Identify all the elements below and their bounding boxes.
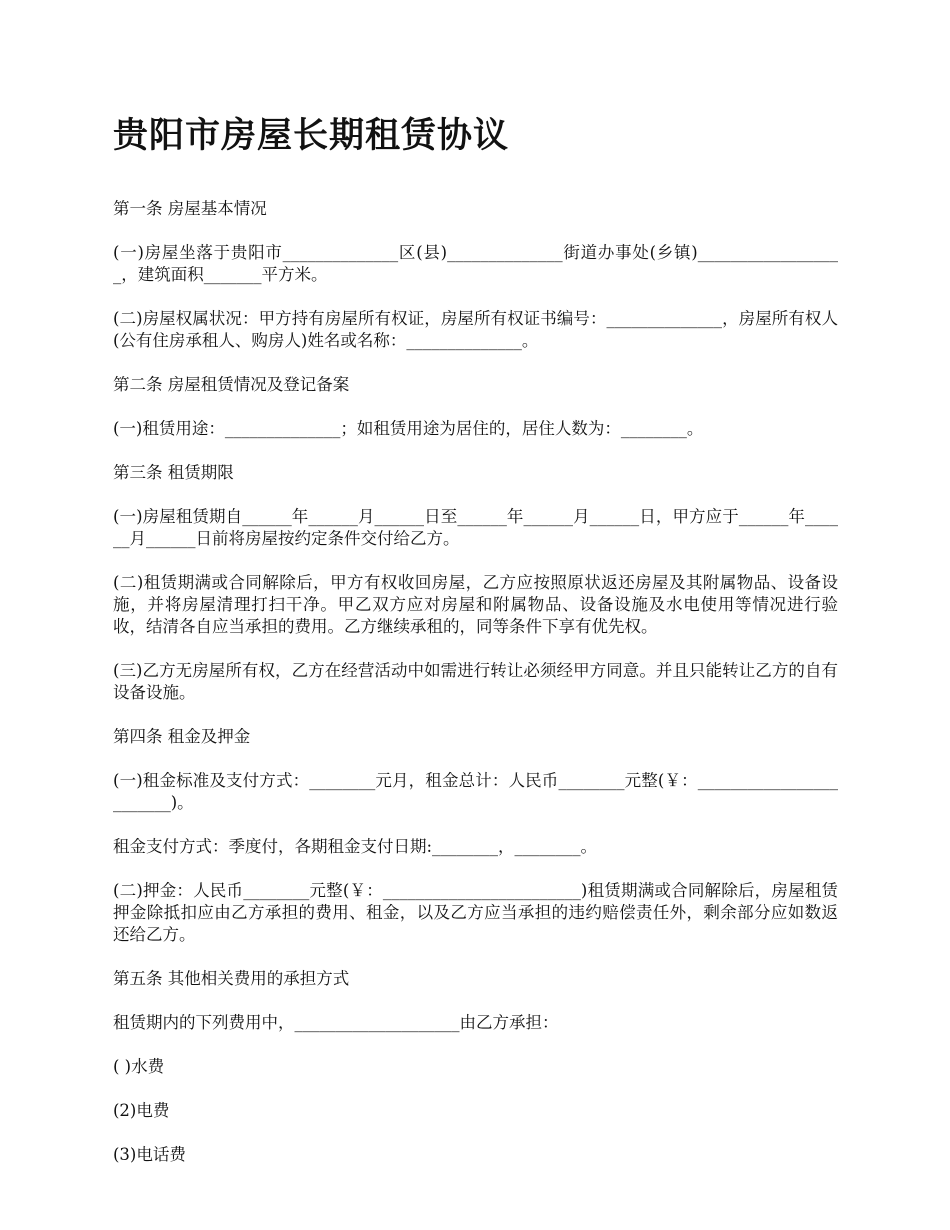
article-4-clause-2: (二)押金：人民币________元整(￥：________________________)租赁期满或合同解除后，房屋租赁押金除抵扣应由乙方承担的费用、租金，以及乙方应当承担的违约赔偿责任外，剩余部分应如数返还给乙方。: [113, 881, 838, 944]
article-3-clause-3: (三)乙方无房屋所有权，乙方在经营活动中如需进行转让必须经甲方同意。并且只能转让乙方的自有设备设施。: [113, 661, 838, 702]
article-2-heading: 第二条 房屋租赁情况及登记备案: [113, 375, 350, 394]
article-4-payment-method: 租金支付方式：季度付，各期租金支付日期:________，________。: [113, 837, 598, 856]
article-2-clause-1: (一)租赁用途：______________；如租赁用途为居住的，居住人数为：________。: [113, 419, 704, 438]
document-title: 贵阳市房屋长期租赁协议: [113, 115, 510, 156]
article-1-clause-2: (二)房屋权属状况：甲方持有房屋所有权证，房屋所有权证书编号：______________，房屋所有权人(公有住房承租人、购房人)姓名或名称：______________。: [113, 309, 838, 350]
fee-item-telephone: (3)电话费: [113, 1145, 186, 1164]
article-3-heading: 第三条 租赁期限: [113, 463, 234, 482]
article-4-clause-1: (一)租金标准及支付方式：________元月，租金总计：人民币________元整(￥：________________________)。: [113, 771, 838, 812]
article-1-heading: 第一条 房屋基本情况: [113, 199, 267, 218]
article-3-clause-1: (一)房屋租赁期自______年______月______日至______年______月______日，甲方应于______年______月______日前将房屋按约定条件交付给乙方。: [113, 507, 838, 548]
article-3-clause-2: (二)租赁期满或合同解除后，甲方有权收回房屋，乙方应按照原状返还房屋及其附属物品、设备设施，并将房屋清理打扫干净。甲乙双方应对房屋和附属物品、设备设施及水电使用等情况进行验收，结清各自应当承担的费用。乙方继续承租的，同等条件下享有优先权。: [113, 573, 838, 636]
fee-item-water: ( )水费: [113, 1057, 165, 1076]
article-1-clause-1: (一)房屋坐落于贵阳市______________区(县)______________街道办事处(乡镇)__________________，建筑面积_______平方米。: [113, 243, 838, 284]
fee-item-electricity: (2)电费: [113, 1101, 170, 1120]
article-5-heading: 第五条 其他相关费用的承担方式: [113, 969, 350, 988]
article-5-intro: 租赁期内的下列费用中，____________________由乙方承担：: [113, 1013, 559, 1032]
article-4-heading: 第四条 租金及押金: [113, 727, 251, 746]
